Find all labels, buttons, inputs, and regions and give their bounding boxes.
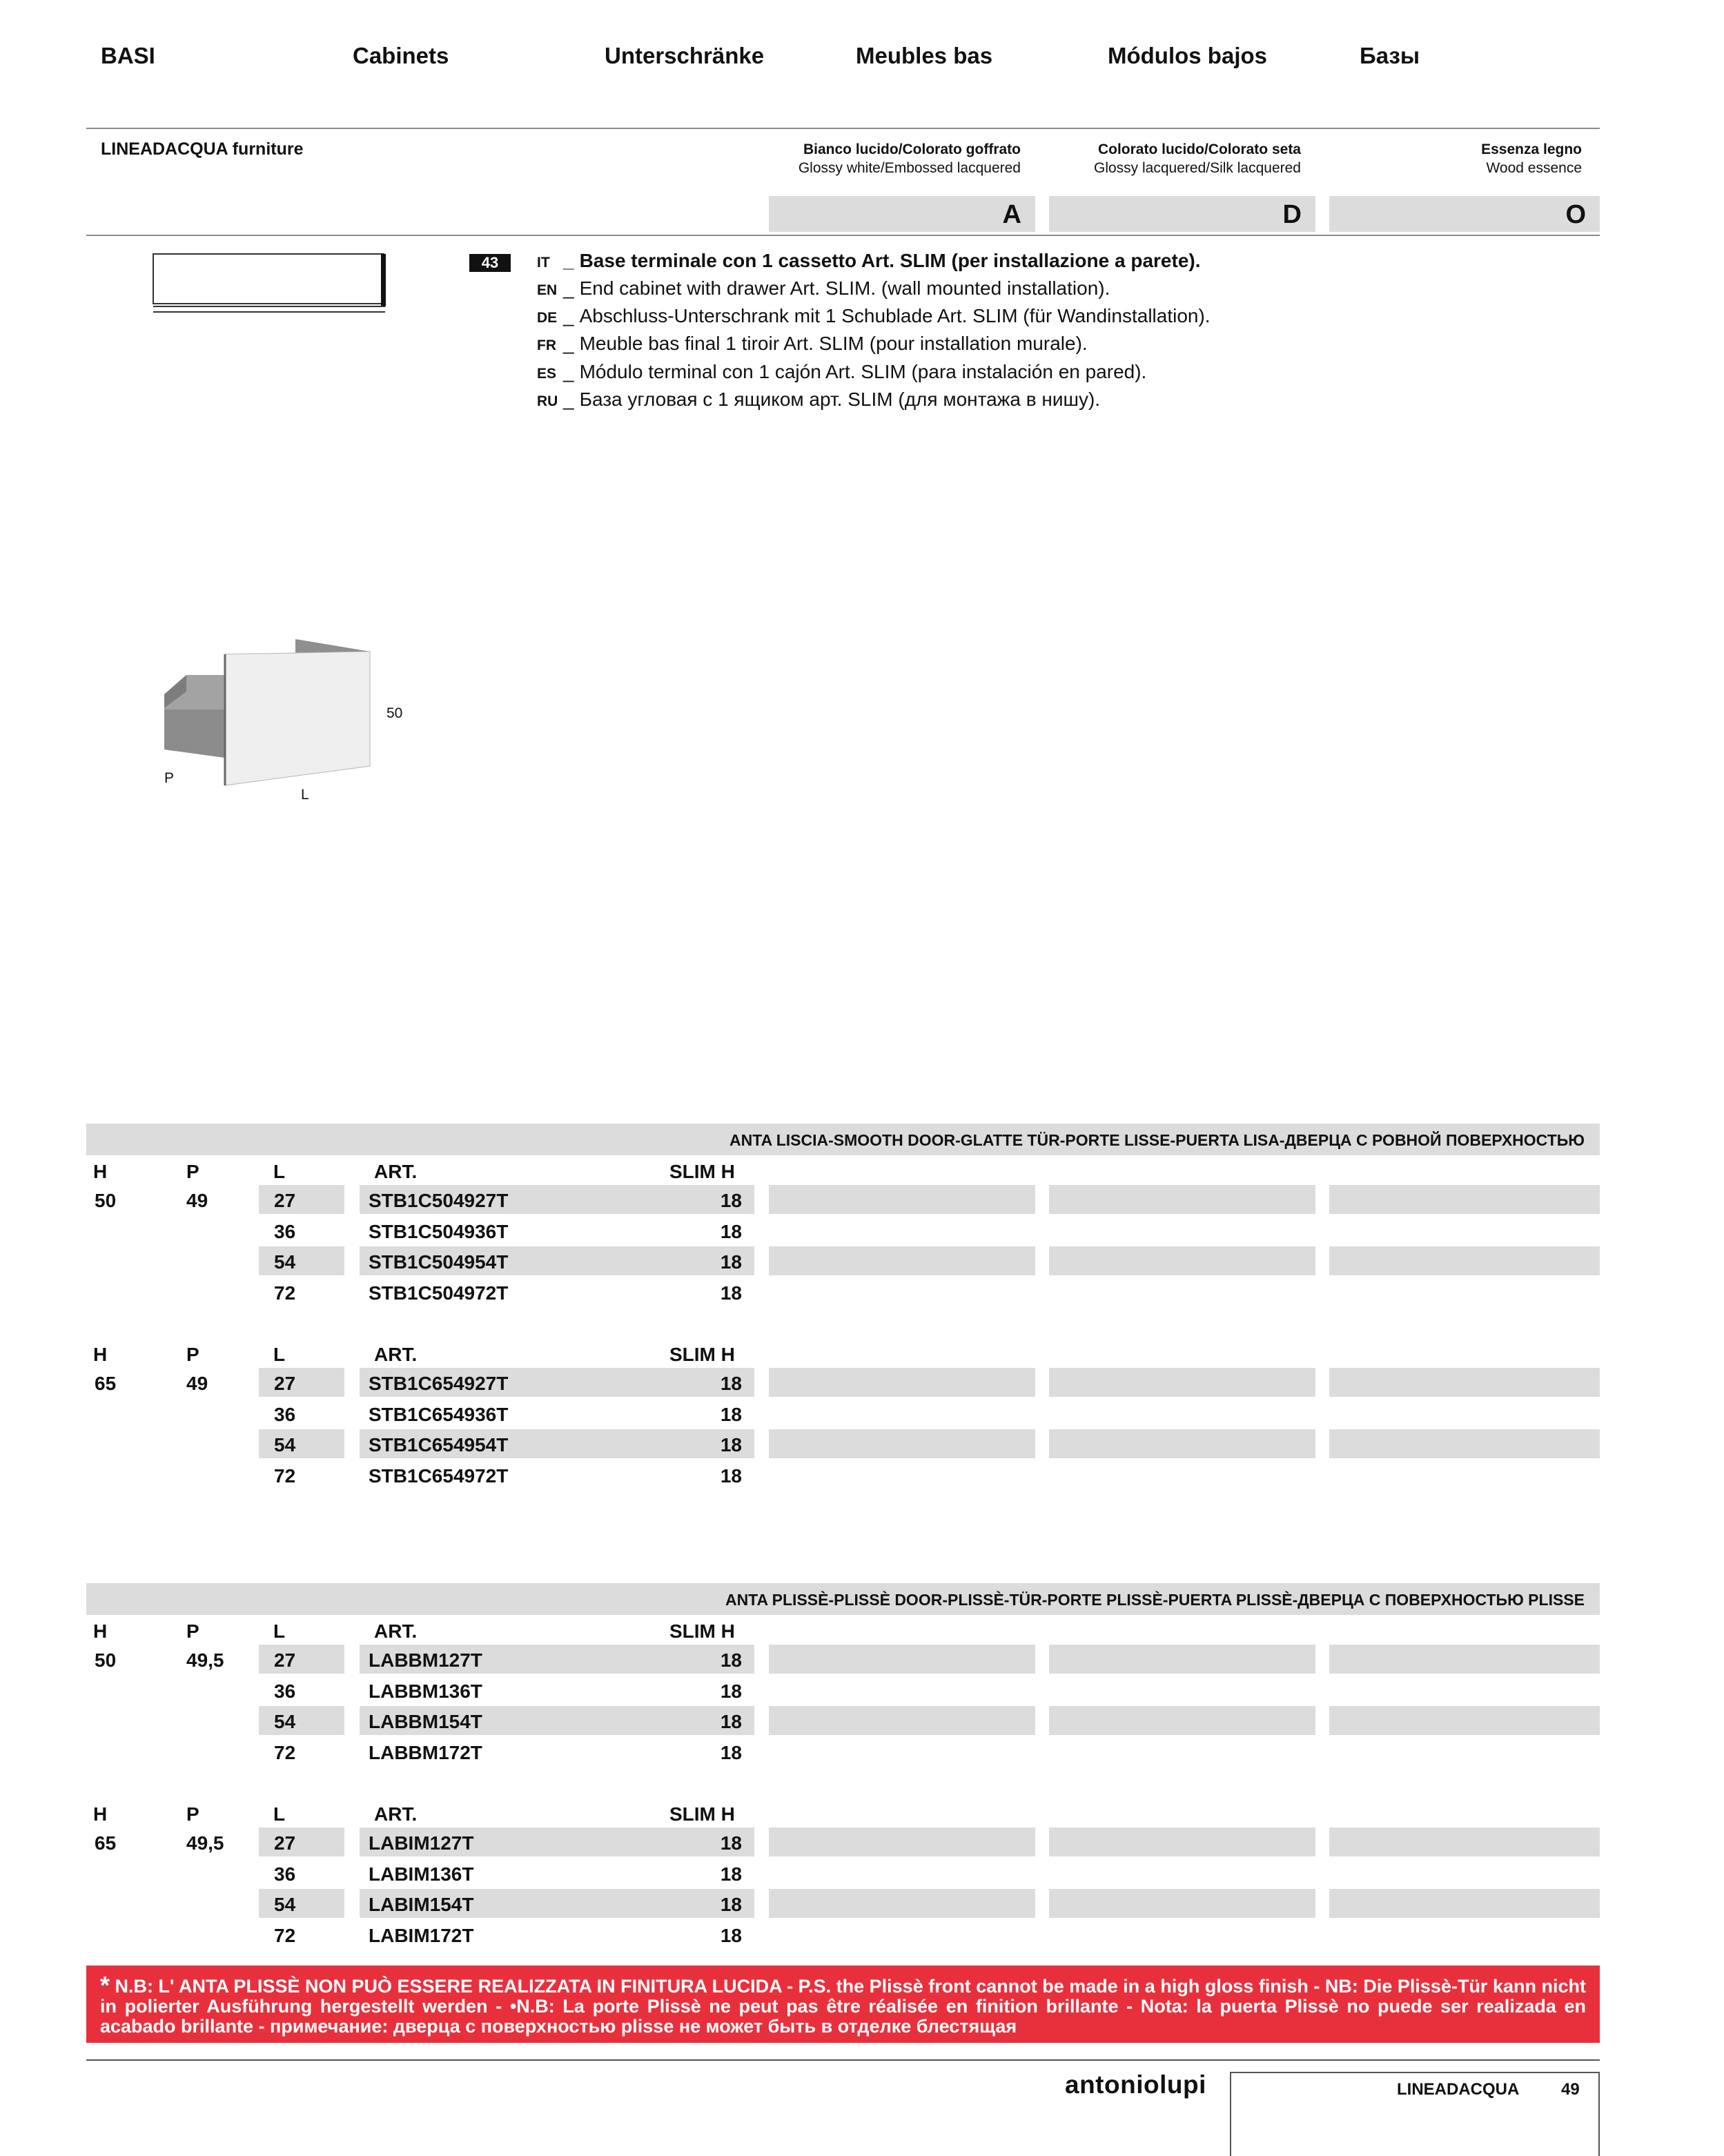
column-header-h: H — [93, 1620, 108, 1642]
cell-l: 54 — [274, 1894, 296, 1915]
cell-art-code: STB1C654936T — [369, 1403, 509, 1425]
cell-slim-h: 18 — [720, 1649, 742, 1671]
header-title-ru: Базы — [1360, 43, 1420, 68]
finish-a-title: Bianco lucido/Colorato goffrato — [803, 141, 1021, 157]
header-title-fr: Meubles bas — [856, 43, 993, 68]
column-header-slim: SLIM H — [669, 1620, 735, 1642]
header-title-es: Módulos bajos — [1108, 43, 1267, 68]
column-header-slim: SLIM H — [669, 1803, 735, 1825]
cell-l: 27 — [274, 1649, 296, 1671]
cabinet-drawing — [159, 634, 380, 799]
cell-l: 36 — [274, 1863, 296, 1885]
price-cell-o — [1329, 1645, 1600, 1674]
cell-l: 54 — [274, 1251, 296, 1273]
cell-slim-h: 18 — [720, 1220, 742, 1242]
cell-slim-h: 18 — [720, 1434, 742, 1456]
finish-d-code: D — [1282, 200, 1302, 229]
cell-art-code: LABIM172T — [369, 1924, 474, 1946]
price-cell-a — [769, 1889, 1035, 1918]
column-header-l: L — [273, 1344, 286, 1365]
column-header-l: L — [273, 1803, 286, 1825]
row-shade-l — [259, 1429, 344, 1458]
cell-slim-h: 18 — [720, 1863, 742, 1885]
cell-slim-h: 18 — [720, 1190, 742, 1211]
price-cell-d — [1049, 1889, 1315, 1918]
header-rule — [86, 128, 1600, 129]
cell-slim-h: 18 — [720, 1680, 742, 1702]
finish-o-title: Essenza legno — [1481, 141, 1582, 157]
cell-l: 27 — [274, 1373, 296, 1394]
price-cell-d — [1049, 1368, 1315, 1397]
section-title: ANTA LISCIA-SMOOTH DOOR-GLATTE TÜR-PORTE LISSE-PUERTA LISA-ДВЕРЦА С РОВНОЙ ПОВЕРХНОСТЬЮ — [729, 1131, 1585, 1149]
finish-d-subtitle: Glossy lacquered/Silk lacquered — [1094, 160, 1301, 176]
price-cell-d — [1049, 1645, 1315, 1674]
cell-l: 27 — [274, 1190, 296, 1211]
column-header-p: P — [186, 1803, 199, 1825]
price-cell-o — [1329, 1706, 1600, 1735]
price-cell-o — [1329, 1368, 1600, 1397]
column-header-art: ART. — [374, 1161, 418, 1182]
cell-slim-h: 18 — [720, 1711, 742, 1732]
footer-series-name: LINEADACQUA — [1397, 2080, 1520, 2099]
price-cell-a — [769, 1429, 1035, 1458]
price-cell-a — [769, 1246, 1035, 1275]
cell-art-code: LABBM154T — [369, 1711, 482, 1732]
finish-o-code: O — [1565, 200, 1586, 229]
cell-slim-h: 18 — [720, 1894, 742, 1915]
column-header-l: L — [273, 1620, 286, 1642]
row-shade-l — [259, 1246, 344, 1275]
cell-p: 49 — [186, 1373, 208, 1394]
row-shade-l — [259, 1889, 344, 1918]
column-header-l: L — [273, 1161, 286, 1182]
cell-art-code: STB1C504927T — [369, 1190, 509, 1211]
cell-l: 54 — [274, 1711, 296, 1732]
dimension-depth: P — [164, 770, 175, 786]
header-title-de: Unterschränke — [605, 43, 765, 68]
footer-rule — [86, 2059, 1600, 2061]
page-number: 49 — [1561, 2080, 1580, 2099]
cell-p: 49 — [186, 1190, 208, 1211]
description-fr: FR _ Meuble bas final 1 tiroir Art. SLIM (pour installation murale). — [537, 333, 1088, 354]
section-title-bar — [86, 1124, 1600, 1155]
cell-l: 36 — [274, 1220, 296, 1242]
cell-h: 50 — [95, 1649, 117, 1671]
price-cell-a — [769, 1827, 1035, 1856]
finish-rule — [86, 235, 1600, 236]
price-cell-d — [1049, 1827, 1315, 1856]
description-es: ES _ Módulo terminal con 1 cajón Art. SLIM (para instalación en pared). — [537, 361, 1147, 382]
cell-p: 49,5 — [186, 1832, 224, 1854]
row-shade-l — [259, 1645, 344, 1674]
cell-slim-h: 18 — [720, 1282, 742, 1304]
description-en: EN _ End cabinet with drawer Art. SLIM. (wall mounted installation). — [537, 277, 1110, 299]
cell-l: 36 — [274, 1403, 296, 1425]
cell-slim-h: 18 — [720, 1832, 742, 1854]
section-title-bar — [86, 1583, 1600, 1615]
cell-l: 72 — [274, 1924, 296, 1946]
cell-art-code: LABBM172T — [369, 1741, 482, 1763]
cell-art-code: LABBM127T — [369, 1649, 482, 1671]
dimension-height: 50 — [386, 705, 403, 721]
item-number-badge: 43 — [469, 254, 511, 272]
row-shade-l — [259, 1185, 344, 1214]
cell-art-code: STB1C654954T — [369, 1434, 509, 1456]
column-header-art: ART. — [374, 1803, 418, 1825]
row-shade-l — [259, 1706, 344, 1735]
column-header-h: H — [93, 1161, 108, 1182]
finish-d-title: Colorato lucido/Colorato seta — [1097, 141, 1301, 157]
price-cell-d — [1049, 1185, 1315, 1214]
row-shade-l — [259, 1368, 344, 1397]
cell-art-code: STB1C654927T — [369, 1373, 509, 1394]
cell-l: 36 — [274, 1680, 296, 1702]
note-banner — [86, 1966, 1600, 2043]
cell-l: 27 — [274, 1832, 296, 1854]
cell-slim-h: 18 — [720, 1924, 742, 1946]
cell-slim-h: 18 — [720, 1373, 742, 1394]
row-shade-l — [259, 1827, 344, 1856]
price-cell-d — [1049, 1246, 1315, 1275]
price-cell-d — [1049, 1429, 1315, 1458]
header-title-it: BASI — [101, 43, 155, 68]
finish-d-code-box — [1049, 196, 1315, 232]
cell-p: 49,5 — [186, 1649, 224, 1671]
description-de: DE _ Abschluss-Unterschrank mit 1 Schublade Art. SLIM (für Wandinstallation). — [537, 305, 1211, 326]
column-header-art: ART. — [374, 1620, 418, 1642]
finish-a-code-box — [769, 196, 1035, 232]
cell-art-code: LABIM136T — [369, 1863, 474, 1885]
cell-h: 65 — [95, 1373, 117, 1394]
column-header-p: P — [186, 1620, 199, 1642]
cell-slim-h: 18 — [720, 1403, 742, 1425]
price-cell-o — [1329, 1827, 1600, 1856]
cell-l: 72 — [274, 1282, 296, 1304]
cell-h: 50 — [95, 1190, 117, 1211]
brand-logo: antoniolupi — [1065, 2070, 1206, 2099]
cell-slim-h: 18 — [720, 1741, 742, 1763]
column-header-h: H — [93, 1344, 108, 1365]
series-name: LINEADACQUA furniture — [101, 139, 304, 159]
column-header-p: P — [186, 1344, 199, 1365]
description-it: IT _ Base terminale con 1 cassetto Art. SLIM (per installazione a parete). — [537, 250, 1201, 271]
cell-slim-h: 18 — [720, 1464, 742, 1487]
finish-a-subtitle: Glossy white/Embossed lacquered — [798, 160, 1021, 176]
cell-art-code: STB1C504954T — [369, 1251, 509, 1273]
cell-l: 72 — [274, 1464, 296, 1487]
cell-art-code: STB1C654972T — [369, 1464, 509, 1487]
price-cell-o — [1329, 1889, 1600, 1918]
finish-a-code: A — [1002, 200, 1021, 229]
column-header-p: P — [186, 1161, 199, 1182]
note-text: N.B: L' ANTA PLISSÈ NON PUÒ ESSERE REALIZZATA IN FINITURA LUCIDA - P.S. the Plissè front cannot be made in a high gloss finish - NB: Die Plissè-Tür kann nicht in polierter Ausführung hergestellt werden - •N.B: La porte Plissè ne peut pas être réalisée en finition brillante - Nota: la puerta Plissè no puede ser realizada en acabado brillante - примечание: дверца с поверхностью plisse не может быть в отделке блестящая — [100, 1976, 1586, 2037]
section-title: ANTA PLISSÈ-PLISSÈ DOOR-PLISSÈ-TÜR-PORTE PLISSÈ-PUERTA PLISSÈ-ДВЕРЦА С ПОВЕРХНОСТЬЮ PLISSE — [725, 1591, 1585, 1609]
price-cell-d — [1049, 1706, 1315, 1735]
column-header-slim: SLIM H — [669, 1344, 735, 1365]
cell-l: 54 — [274, 1434, 296, 1456]
price-cell-o — [1329, 1246, 1600, 1275]
column-header-art: ART. — [374, 1344, 418, 1365]
price-cell-o — [1329, 1185, 1600, 1214]
column-header-h: H — [93, 1803, 108, 1825]
description-ru: RU _ База угловая с 1 ящиком арт. SLIM (для монтажа в нишу). — [537, 389, 1101, 410]
finish-o-code-box — [1329, 196, 1600, 232]
cell-l: 72 — [274, 1741, 296, 1763]
price-cell-a — [769, 1645, 1035, 1674]
price-cell-a — [769, 1368, 1035, 1397]
note-star: * — [100, 1971, 110, 1999]
price-cell-a — [769, 1706, 1035, 1735]
header-title-en: Cabinets — [353, 43, 449, 68]
cell-art-code: STB1C504936T — [369, 1220, 509, 1242]
cell-art-code: STB1C504972T — [369, 1282, 509, 1304]
column-header-slim: SLIM H — [669, 1161, 735, 1182]
cell-art-code: LABIM154T — [369, 1894, 474, 1915]
price-cell-o — [1329, 1429, 1600, 1458]
cell-art-code: LABIM127T — [369, 1832, 474, 1854]
cell-art-code: LABBM136T — [369, 1680, 482, 1702]
price-cell-a — [769, 1185, 1035, 1214]
plan-view-icon — [150, 251, 389, 315]
finish-o-subtitle: Wood essence — [1486, 160, 1582, 176]
cell-slim-h: 18 — [720, 1251, 742, 1273]
cell-h: 65 — [95, 1832, 117, 1854]
dimension-length: L — [301, 787, 309, 803]
